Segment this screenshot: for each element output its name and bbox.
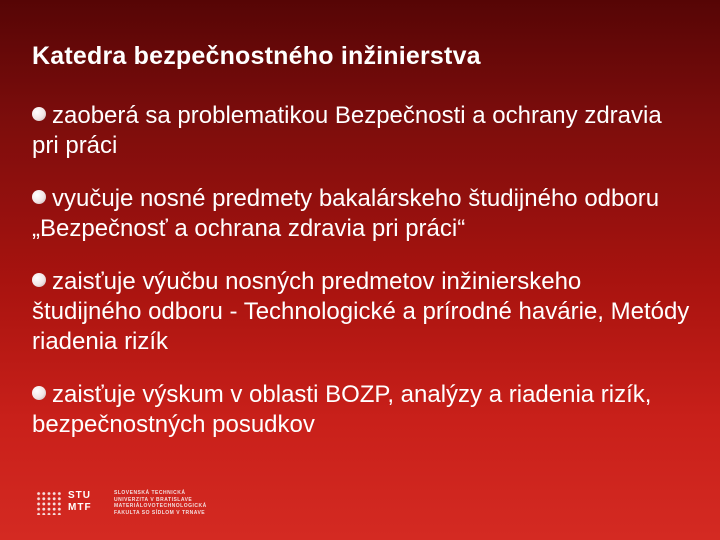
bullet-text: zaisťuje výučbu nosných predmetov inžinierskeho študijného odboru - Technologické a prírodné havárie, Metódy riadenia rizík (32, 268, 690, 355)
bullet-text: zaoberá sa problematikou Bezpečnosti a ochrany zdravia pri práci (32, 102, 662, 159)
logo-university-name (114, 490, 207, 516)
bullet-dot-icon (32, 190, 46, 204)
logo-mark-mtf: MTF (68, 502, 92, 513)
bullet-list (32, 101, 692, 463)
logo-mark-stu: STU (68, 490, 91, 501)
bullet-item (32, 267, 692, 357)
bullet-dot-icon (32, 273, 46, 287)
logo-mark (68, 490, 92, 514)
slide-title: Katedra bezpečnostného inžinierstva (32, 42, 481, 70)
bullet-text: zaisťuje výskum v oblasti BOZP, analýzy a riadenia rizík, bezpečnostných posudkov (32, 381, 652, 438)
logo-name-line: SLOVENSKÁ TECHNICKÁ (114, 490, 186, 496)
logo-name-line: MATERIÁLOVOTECHNOLOGICKÁ (114, 503, 207, 509)
bullet-dot-icon (32, 386, 46, 400)
bullet-item (32, 380, 692, 440)
bullet-dot-icon (32, 107, 46, 121)
bullet-item (32, 101, 692, 161)
logo-name-line: UNIVERZITA V BRATISLAVE (114, 496, 193, 503)
logo-name-line: FAKULTA SO SÍDLOM V TRNAVE (114, 509, 206, 516)
bullet-item (32, 184, 692, 244)
logo-dot-grid-icon (36, 491, 62, 515)
bullet-text: vyučuje nosné predmety bakalárskeho študijného odboru „Bezpečnosť a ochrana zdravia pri práci“ (32, 185, 660, 242)
